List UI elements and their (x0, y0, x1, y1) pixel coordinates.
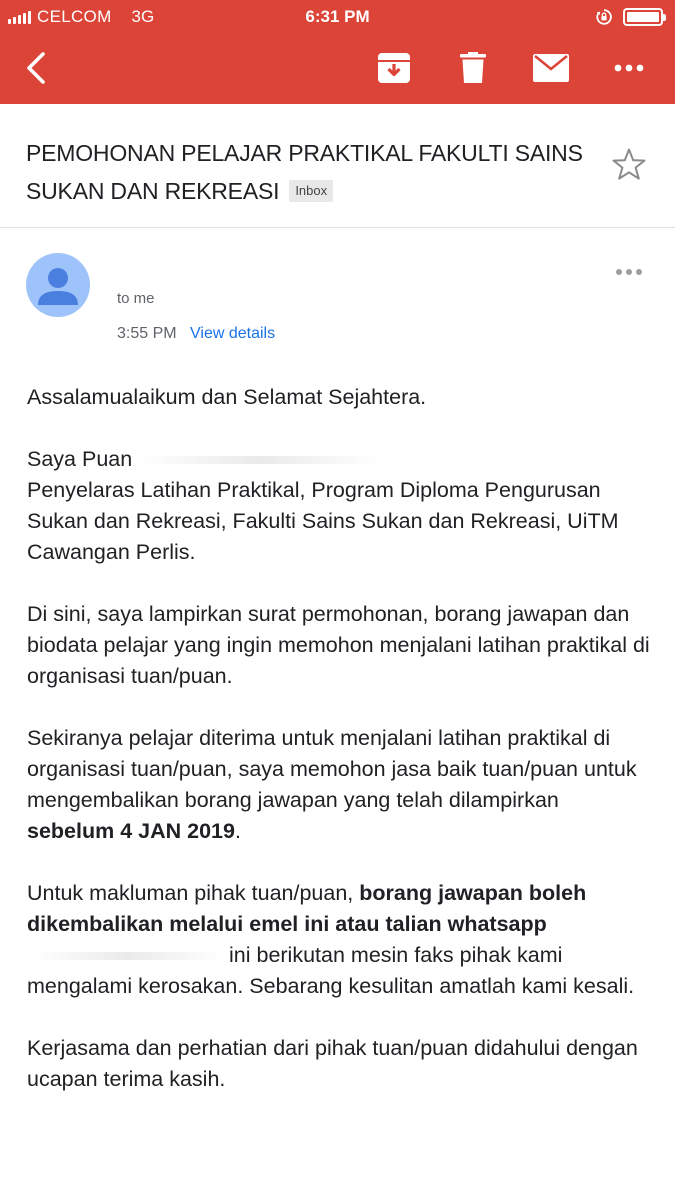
delete-button[interactable] (451, 46, 495, 90)
more-horizontal-icon (612, 262, 646, 282)
carrier-name: CELCOM (37, 7, 112, 26)
redacted-phone (33, 952, 223, 960)
body-paragraph-intro (27, 444, 652, 568)
body-paragraph-request (27, 723, 652, 847)
subject-area (0, 104, 675, 228)
battery-icon (623, 8, 663, 26)
subject-text: PEMOHONAN PELAJAR PRAKTIKAL FAKULTI SAINS SUKAN DAN REKREASI (26, 140, 583, 204)
chevron-left-icon (23, 51, 49, 85)
archive-icon (377, 52, 411, 84)
return-rest: ini berikutan mesin faks pihak kami mengalami kerosakan. Sebarang kesulitan amatlah kami kesali. (27, 943, 635, 998)
more-options-button[interactable] (607, 46, 651, 90)
redacted-name (140, 456, 380, 464)
inbox-label-badge[interactable]: Inbox (289, 180, 333, 202)
body-paragraph-attachments: Di sini, saya lampirkan surat permohonan, borang jawapan dan biodata pelajar yang ingin memohon menjalani latihan praktikal di organisasi tuan/puan. (27, 602, 650, 688)
network-type: 3G (131, 7, 155, 26)
back-button[interactable] (14, 46, 58, 90)
person-icon (26, 253, 90, 317)
return-method-text: borang jawapan boleh dikembalikan melalui emel ini atau talian whatsapp (27, 881, 587, 936)
status-right (595, 8, 663, 26)
rotation-lock-icon (595, 8, 613, 26)
intro-rest: Penyelaras Latihan Praktikal, Program Diploma Pengurusan Sukan dan Rekreasi, Fakulti Sains Sukan dan Rekreasi, UiTM Cawangan Perlis. (27, 478, 619, 564)
body-greeting: Assalamualaikum dan Selamat Sejahtera. (27, 385, 427, 409)
trash-icon (460, 52, 486, 84)
recipient-text: to me (117, 290, 155, 307)
email-subject (26, 134, 586, 210)
avatar[interactable] (26, 253, 90, 317)
archive-button[interactable] (372, 46, 416, 90)
star-button[interactable] (610, 146, 648, 184)
request-end: . (234, 819, 241, 843)
message-time: 3:55 PM (117, 325, 177, 342)
status-time: 6:31 PM (305, 7, 370, 26)
body-paragraph-closing: Kerjasama dan perhatian dari pihak tuan/puan didahului dengan ucapan terima kasih. (27, 1036, 638, 1091)
envelope-icon (533, 54, 569, 82)
deadline-text: sebelum 4 JAN 2019 (27, 819, 235, 843)
message-more-button[interactable] (612, 262, 646, 282)
body-paragraph-return (27, 878, 652, 1002)
status-bar (0, 0, 675, 34)
return-intro: Untuk makluman pihak tuan/puan, (27, 881, 360, 905)
intro-name: Saya Puan (27, 447, 133, 471)
email-body (27, 382, 652, 1126)
request-text: Sekiranya pelajar diterima untuk menjalani latihan praktikal di organisasi tuan/puan, saya memohon jasa baik tuan/puan untuk mengembalikan borang jawapan yang telah dilampirkan (27, 726, 637, 812)
mark-unread-button[interactable] (529, 46, 573, 90)
more-horizontal-icon (614, 64, 644, 72)
app-header (0, 0, 675, 104)
star-icon (610, 146, 648, 184)
view-details-link[interactable]: View details (190, 325, 276, 342)
